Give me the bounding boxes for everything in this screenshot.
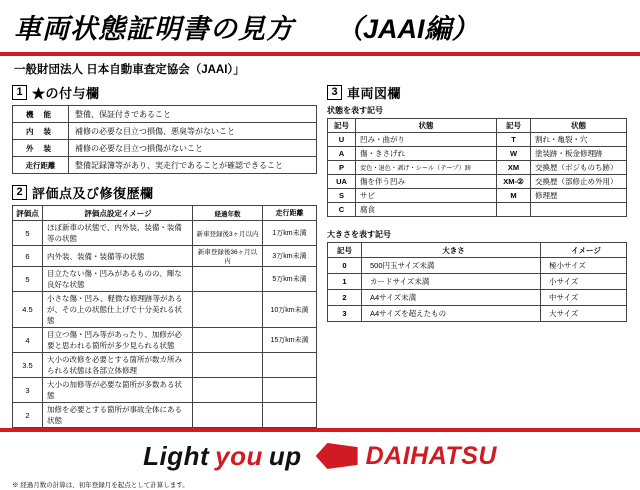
symbol-table: [327, 118, 627, 217]
rating-desc: 大小の改修を必要とする箇所が数カ所みられる状態は各部立体修理: [43, 353, 193, 378]
size-table-label: 大きさを表す記号: [327, 230, 391, 239]
column-header: 走行距離: [263, 206, 317, 221]
table-row: [13, 123, 317, 140]
tagline: [143, 441, 302, 472]
rating-mileage: 10万km未満: [263, 292, 317, 328]
symbol-code: XM: [497, 161, 531, 175]
size-image-label: 極小サイズ: [541, 258, 627, 274]
rating-mileage: [263, 378, 317, 403]
symbol-code: P: [328, 161, 356, 175]
brand-name: DAIHATSU: [365, 441, 497, 470]
rating-desc: 小さな傷・凹み、軽微な修理跡等があるが、その上の状態仕上げで十分美れる状態: [43, 292, 193, 328]
column-header: 評価点設定イメージ: [43, 206, 193, 221]
size-image-label: 中サイズ: [541, 290, 627, 306]
criteria-key: 内 装: [13, 123, 69, 140]
size-table: [327, 242, 627, 322]
table-header-row: [328, 119, 627, 133]
table-row: [328, 258, 627, 274]
symbol-desc: 塗装跡・板金修理跡: [531, 147, 627, 161]
tagline-light: Light: [143, 440, 210, 471]
page-title: 車両状態証明書の見方: [14, 13, 294, 44]
document-footer: [0, 428, 640, 480]
symbol-desc: [531, 203, 627, 217]
symbol-code: UA: [328, 175, 356, 189]
column-header: 記号: [328, 243, 362, 258]
column-header: 経過年数: [193, 206, 263, 221]
rating-score: 5: [13, 267, 43, 292]
symbol-desc: 凹み・曲がり: [356, 133, 497, 147]
section1-title: ★の付与欄: [32, 86, 100, 101]
rating-table: [12, 205, 317, 457]
table-row: [13, 403, 317, 428]
table-row: [13, 106, 317, 123]
rating-years: 新車登録後36ヶ月以内: [193, 246, 263, 267]
symbol-desc: 腐食: [356, 203, 497, 217]
rating-score: 4: [13, 328, 43, 353]
daihatsu-logo-icon: [316, 443, 358, 469]
brand-lockup: [316, 442, 497, 471]
rating-score: 3.5: [13, 353, 43, 378]
table-header-row: [328, 243, 627, 258]
rating-years: [193, 353, 263, 378]
symbol-desc: 交換歴（部修止め外用）: [531, 175, 627, 189]
symbol-code: T: [497, 133, 531, 147]
table-row: [13, 353, 317, 378]
symbol-code: M: [497, 189, 531, 203]
symbol-desc: 変色・退色・剥げ・シール（テープ）跡: [356, 161, 497, 175]
criteria-value: 整備、保証付きであること: [69, 106, 317, 123]
rating-years: [193, 328, 263, 353]
rating-score: 2: [13, 403, 43, 428]
symbol-code: U: [328, 133, 356, 147]
table-row: [328, 274, 627, 290]
size-code: 1: [328, 274, 362, 290]
size-desc: カードサイズ未満: [362, 274, 541, 290]
section2-title: 評価点及び修復歴欄: [32, 186, 154, 201]
criteria-value: 補修の必要な目立つ損傷、悪臭等がないこと: [69, 123, 317, 140]
table-row: [328, 290, 627, 306]
symbol-table-label: 状態を表す記号: [327, 106, 383, 115]
size-desc: A4サイズを超えたもの: [362, 306, 541, 322]
rating-desc: 内外装、装備・装備等の状態: [43, 246, 193, 267]
column-header: 状態: [531, 119, 627, 133]
table-row: [328, 147, 627, 161]
section2-number: 2: [12, 185, 27, 200]
symbol-code: C: [328, 203, 356, 217]
column-header: 大きさ: [362, 243, 541, 258]
rating-years: [193, 403, 263, 428]
table-header-row: [13, 206, 317, 221]
footnote-2: ※ 経過月数の計算は、初年登録月を起点として計算します。: [12, 481, 189, 489]
section1-number: 1: [12, 85, 27, 100]
symbol-code: XM-②: [497, 175, 531, 189]
table-row: [328, 306, 627, 322]
symbol-desc: 交換歴（ボジものち跡）: [531, 161, 627, 175]
rating-desc: 目立つ傷・凹み等があったり、加修が必要と思われる箇所が多少見られる状態: [43, 328, 193, 353]
rating-years: [193, 292, 263, 328]
column-header: イメージ: [541, 243, 627, 258]
symbol-desc: 割れ・亀裂・穴: [531, 133, 627, 147]
column-header: 評価点: [13, 206, 43, 221]
table-row: [328, 161, 627, 175]
column-header: 状態: [356, 119, 497, 133]
criteria-key: 走行距離: [13, 157, 69, 174]
size-desc: A4サイズ未満: [362, 290, 541, 306]
tagline-you: you: [215, 440, 263, 471]
table-row: [13, 292, 317, 328]
symbol-code: W: [497, 147, 531, 161]
rating-desc: ほぼ新車の状態で、内外装、装備・装備等の状態: [43, 221, 193, 246]
symbol-desc: 傷を伴う凹み: [356, 175, 497, 189]
rating-score: 5: [13, 221, 43, 246]
table-row: [13, 246, 317, 267]
size-image-label: 小サイズ: [541, 274, 627, 290]
rating-mileage: [263, 403, 317, 428]
criteria-key: 外 装: [13, 140, 69, 157]
rating-years: [193, 267, 263, 292]
rating-desc: 目立たない傷・凹みがあるものの、輝な良好な状態: [43, 267, 193, 292]
table-row: [328, 203, 627, 217]
table-row: [13, 221, 317, 246]
subtitle: 一般財団法人 日本自動車査定協会（JAAI）」: [14, 64, 245, 76]
symbol-desc: サビ: [356, 189, 497, 203]
rating-desc: 大小の加修等が必要な箇所が多数ある状態: [43, 378, 193, 403]
rating-years: [193, 378, 263, 403]
table-row: [328, 133, 627, 147]
table-row: [13, 140, 317, 157]
symbol-code: [497, 203, 531, 217]
rating-mileage: 3万km未満: [263, 246, 317, 267]
symbol-desc: 修理歴: [531, 189, 627, 203]
column-header: 記号: [328, 119, 356, 133]
rating-years: 新車登録後3ヶ月以内: [193, 221, 263, 246]
criteria-value: 整備記録簿等があり、実走行であることが確認できること: [69, 157, 317, 174]
section3-number: 3: [327, 85, 342, 100]
symbol-code: A: [328, 147, 356, 161]
size-desc: 500円玉サイズ未満: [362, 258, 541, 274]
table-row: [328, 189, 627, 203]
criteria-key: 機 能: [13, 106, 69, 123]
rating-score: 6: [13, 246, 43, 267]
tagline-up: up: [268, 440, 302, 471]
size-image-label: 大サイズ: [541, 306, 627, 322]
document-header: [0, 0, 640, 56]
symbol-desc: 傷・きさげれ: [356, 147, 497, 161]
size-code: 2: [328, 290, 362, 306]
table-row: [13, 378, 317, 403]
rating-mileage: 5万km未満: [263, 267, 317, 292]
rating-mileage: 1万km未満: [263, 221, 317, 246]
table-row: [13, 267, 317, 292]
criteria-value: 補修の必要な目立つ損傷がないこと: [69, 140, 317, 157]
section1-heading: [12, 83, 317, 102]
rating-score: 3: [13, 378, 43, 403]
page-title-suffix: （JAAI編）: [336, 13, 479, 44]
section3-title: 車両図欄: [347, 86, 402, 101]
size-code: 0: [328, 258, 362, 274]
rating-desc: 加修を必要とする箇所が事故全体にある状態: [43, 403, 193, 428]
rating-mileage: 15万km未満: [263, 328, 317, 353]
symbol-code: S: [328, 189, 356, 203]
size-code: 3: [328, 306, 362, 322]
table-row: [13, 328, 317, 353]
rating-mileage: [263, 353, 317, 378]
column-header: 記号: [497, 119, 531, 133]
section2-heading: [12, 183, 317, 202]
section3-heading: [327, 83, 627, 102]
star-criteria-table: [12, 105, 317, 174]
rating-score: 4.5: [13, 292, 43, 328]
table-row: [328, 175, 627, 189]
table-row: [13, 157, 317, 174]
